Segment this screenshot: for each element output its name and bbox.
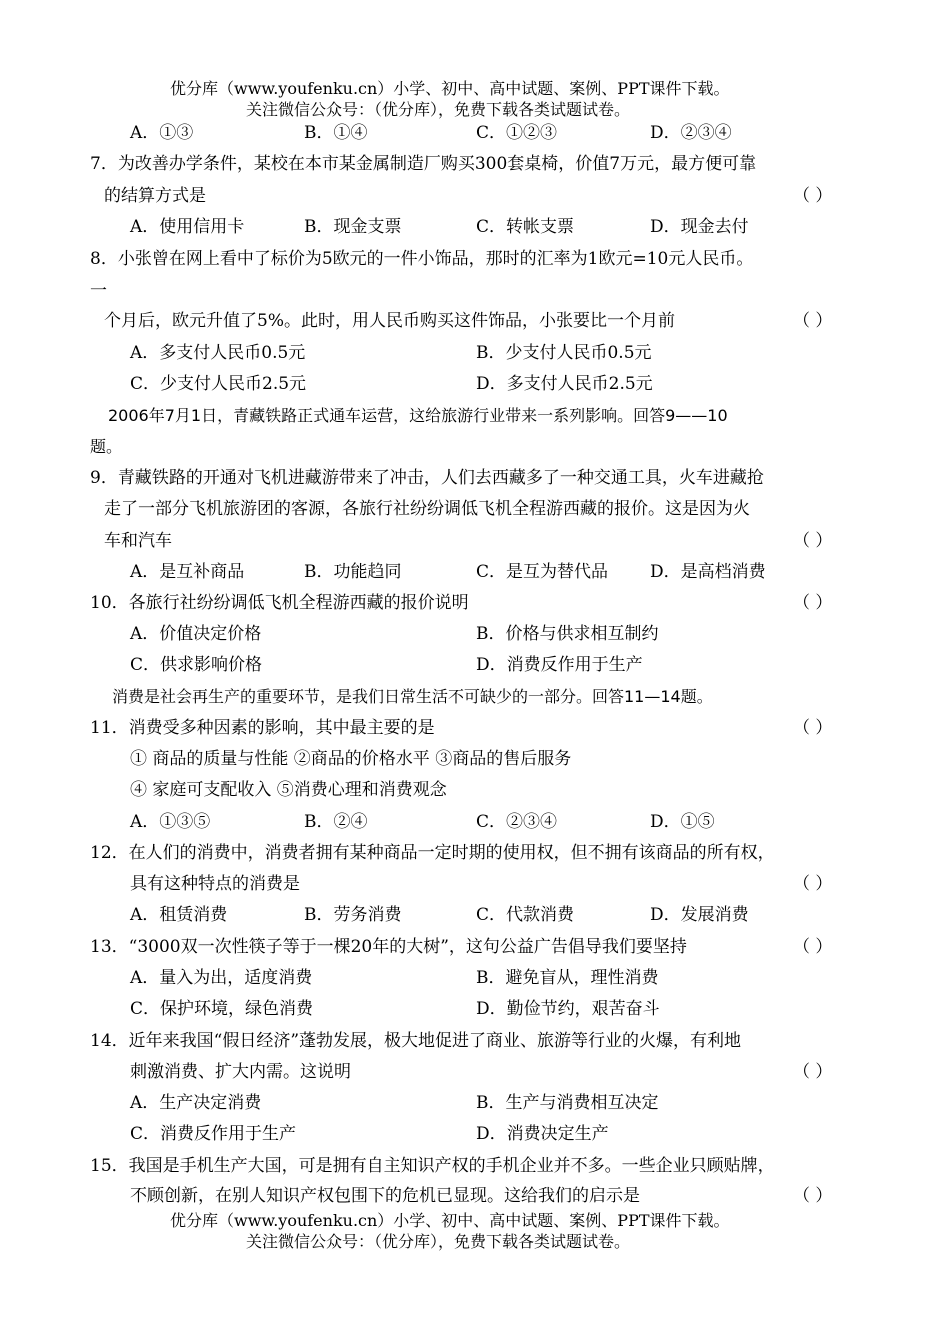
intro-9-10-line-2: 题。 — [90, 437, 123, 456]
q8-answer-paren: （ ） — [793, 311, 833, 331]
q12-option-b: B．劳务消费 — [304, 905, 402, 925]
q15-line-1: 15．我国是手机生产大国，可是拥有自主知识产权的手机企业并不多。一些企业只顾贴牌， — [90, 1156, 775, 1176]
q6-option-b: B．①④ — [304, 123, 368, 143]
intro-11-14: 消费是社会再生产的重要环节，是我们日常生活不可缺少的一部分。回答11—14题。 — [112, 687, 713, 706]
q6-option-a: A．①③ — [130, 123, 194, 143]
q7-line-1: 7．为改善办学条件，某校在本市某金属制造厂购买300套桌椅，价值7万元，最方便可靠 — [90, 154, 757, 174]
q10-option-a: A．价值决定价格 — [130, 624, 262, 644]
q15-answer-paren: （ ） — [793, 1186, 833, 1206]
q14-answer-paren: （ ） — [793, 1062, 833, 1082]
q9-answer-paren: （ ） — [793, 531, 833, 551]
q10-option-d: D．消费反作用于生产 — [476, 655, 643, 675]
q8-line-1: 8．小张曾在网上看中了标价为5欧元的一件小饰品，那时的汇率为1欧元=10元人民币。 — [90, 249, 754, 269]
q7-option-c: C．转帐支票 — [476, 217, 575, 237]
q14-option-a: A．生产决定消费 — [130, 1093, 262, 1113]
q11-option-a: A．①③⑤ — [130, 812, 211, 832]
q8-option-b: B．少支付人民币0.5元 — [476, 343, 652, 363]
q11-items-1: ① 商品的质量与性能 ②商品的价格水平 ③商品的售后服务 — [130, 749, 572, 769]
q11-line-1: 11．消费受多种因素的影响，其中最主要的是 — [90, 718, 435, 738]
q6-option-d: D．②③④ — [650, 123, 732, 143]
q7-option-a: A．使用信用卡 — [130, 217, 245, 237]
q12-answer-paren: （ ） — [793, 874, 833, 894]
q12-line-2: 具有这种特点的消费是 — [130, 874, 300, 894]
footer-line-2: 关注微信公众号：（优分库），免费下载各类试题试卷。 — [246, 1232, 631, 1251]
q7-option-b: B．现金支票 — [304, 217, 402, 237]
q10-option-b: B．价格与供求相互制约 — [476, 624, 659, 644]
q13-line-1: 13．“3000双一次性筷子等于一棵20年的大树”，这句公益广告倡导我们要坚持 — [90, 937, 687, 957]
q13-option-a: A．量入为出，适度消费 — [130, 968, 313, 988]
q7-answer-paren: （ ） — [793, 186, 833, 206]
q14-option-c: C．消费反作用于生产 — [130, 1124, 297, 1144]
q10-line-1: 10．各旅行社纷纷调低飞机全程游西藏的报价说明 — [90, 593, 469, 613]
q14-line-2: 刺激消费、扩大内需。这说明 — [130, 1062, 351, 1082]
q8-option-d: D．多支付人民币2.5元 — [476, 374, 653, 394]
q11-option-b: B．②④ — [304, 812, 368, 832]
q13-option-b: B．避免盲从，理性消费 — [476, 968, 659, 988]
q9-option-a: A．是互补商品 — [130, 562, 245, 582]
q9-line-1: 9．青藏铁路的开通对飞机进藏游带来了冲击，人们去西藏多了一种交通工具，火车进藏抢 — [90, 468, 764, 488]
q8-line-3: 个月后，欧元升值了5%。此时，用人民币购买这件饰品，小张要比一个月前 — [104, 311, 675, 331]
q12-option-d: D．发展消费 — [650, 905, 749, 925]
q13-option-d: D．勤俭节约，艰苦奋斗 — [476, 999, 660, 1019]
q8-line-2: 一 — [90, 281, 107, 301]
q8-option-a: A．多支付人民币0.5元 — [130, 343, 306, 363]
header-line-1: 优分库（www.youfenku.cn）小学、初中、高中试题、案例、PPT课件下载。 — [170, 79, 730, 98]
q13-answer-paren: （ ） — [793, 937, 833, 957]
q12-line-1: 12．在人们的消费中，消费者拥有某种商品一定时期的使用权，但不拥有该商品的所有权， — [90, 843, 775, 863]
q9-line-2: 走了一部分飞机旅游团的客源，各旅行社纷纷调低飞机全程游西藏的报价。这是因为火 — [104, 499, 750, 519]
q9-option-c: C．是互为替代品 — [476, 562, 609, 582]
q12-option-a: A．租赁消费 — [130, 905, 228, 925]
q11-option-d: D．①⑤ — [650, 812, 715, 832]
q11-items-2: ④ 家庭可支配收入 ⑤消费心理和消费观念 — [130, 780, 447, 800]
q12-option-c: C．代款消费 — [476, 905, 575, 925]
q14-option-b: B．生产与消费相互决定 — [476, 1093, 659, 1113]
q7-line-2: 的结算方式是 — [104, 186, 206, 206]
q14-option-d: D．消费决定生产 — [476, 1124, 609, 1144]
q10-answer-paren: （ ） — [793, 593, 833, 613]
q6-option-c: C．①②③ — [476, 123, 558, 143]
q10-option-c: C．供求影响价格 — [130, 655, 263, 675]
q7-option-d: D．现金去付 — [650, 217, 749, 237]
q15-line-2: 不顾创新，在别人知识产权包围下的危机已显现。这给我们的启示是 — [130, 1186, 640, 1206]
q9-option-b: B．功能趋同 — [304, 562, 402, 582]
q13-option-c: C．保护环境，绿色消费 — [130, 999, 314, 1019]
q11-answer-paren: （ ） — [793, 718, 833, 738]
intro-9-10-line-1: 2006年7月1日，青藏铁路正式通车运营，这给旅游行业带来一系列影响。回答9——10 — [108, 406, 728, 425]
q9-line-3: 车和汽车 — [104, 531, 172, 551]
footer-line-1: 优分库（www.youfenku.cn）小学、初中、高中试题、案例、PPT课件下载。 — [170, 1211, 730, 1230]
q9-option-d: D．是高档消费 — [650, 562, 766, 582]
q8-option-c: C．少支付人民币2.5元 — [130, 374, 307, 394]
q14-line-1: 14．近年来我国“假日经济”蓬勃发展，极大地促进了商业、旅游等行业的火爆，有利地 — [90, 1031, 742, 1051]
q11-option-c: C．②③④ — [476, 812, 558, 832]
header-line-2: 关注微信公众号：（优分库），免费下载各类试题试卷。 — [246, 100, 631, 119]
